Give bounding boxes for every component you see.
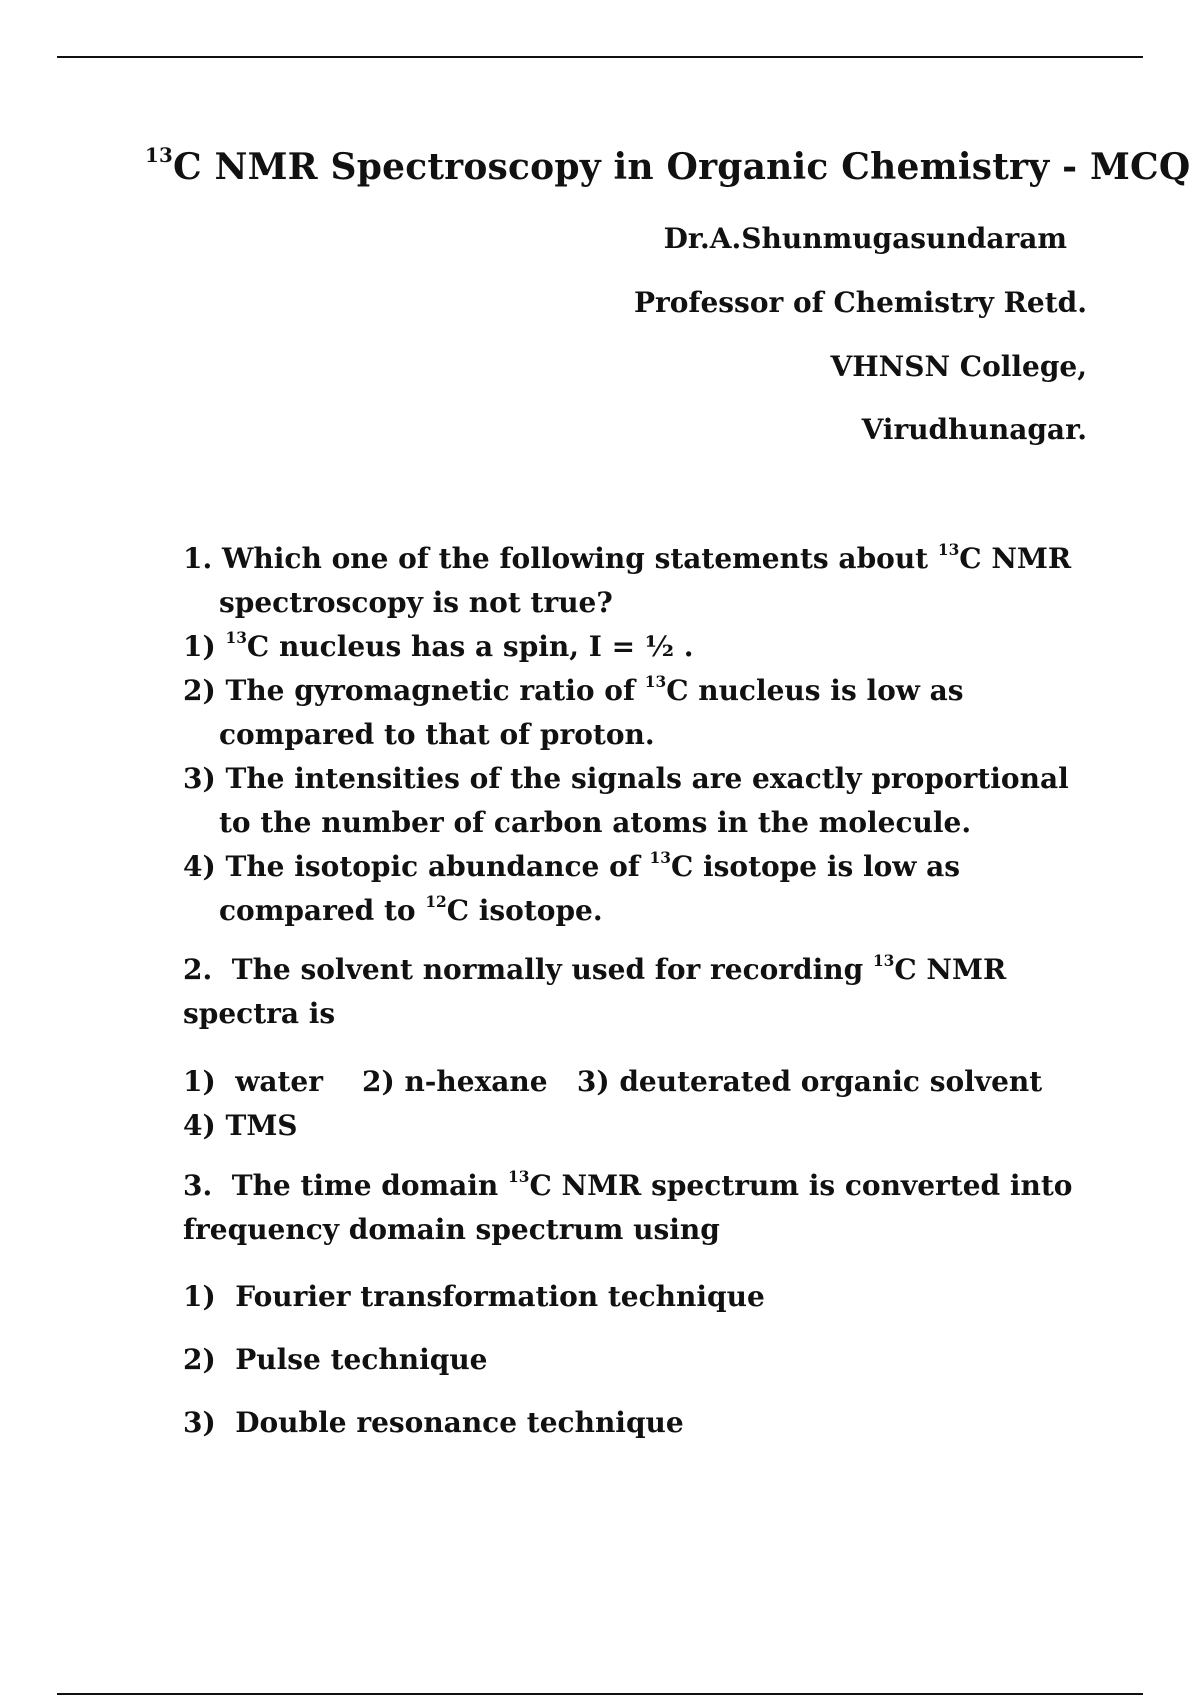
page-title [145,143,1191,188]
question-3-option-1[interactable]: 1) Fourier transformation technique [183,1280,765,1313]
top-rule [57,56,1143,58]
question-2-stem: 2. The solvent normally used for recording $^{13}$C NMR spectra is [183,951,1007,1030]
question-1-option-1[interactable]: 1) $^{13}$C nucleus has a spin, I = ½ . [183,628,694,663]
question-3-stem: 3. The time domain $^{13}$C NMR spectrum is converted into frequency domain spectrum using [183,1167,1073,1246]
title-text: C NMR Spectroscopy in Organic Chemistry - MCQ [172,146,1191,188]
author-name: Dr.A.Shunmugasundaram [663,222,1067,255]
question-3-option-3[interactable]: 3) Double resonance technique [183,1406,684,1439]
question-3-option-2[interactable]: 2) Pulse technique [183,1343,488,1376]
question-2-options[interactable]: 1) water 2) n-hexane 3) deuterated organic solvent 4) TMS [183,1065,1072,1142]
question-1-option-4[interactable]: 4) The isotopic abundance of $^{13}$C isotope is low as compared to $^{12}$C isotope. [183,848,961,927]
author-city: Virudhunagar. [861,413,1087,446]
title-superscript: 13 [145,143,173,168]
author-college: VHNSN College, [830,350,1087,383]
question-1 [183,537,1083,933]
question-1-option-2[interactable]: 2) The gyromagnetic ratio of $^{13}$C nucleus is low as compared to that of proton. [183,672,964,751]
bottom-rule [57,1693,1143,1695]
question-1-option-3[interactable]: 3) The intensities of the signals are exactly proportional to the number of carbon atoms in the molecule. [183,762,1069,839]
author-designation: Professor of Chemistry Retd. [633,286,1087,319]
question-1-stem: 1. Which one of the following statements about $^{13}$C NMR spectroscopy is not true? [183,540,1072,619]
